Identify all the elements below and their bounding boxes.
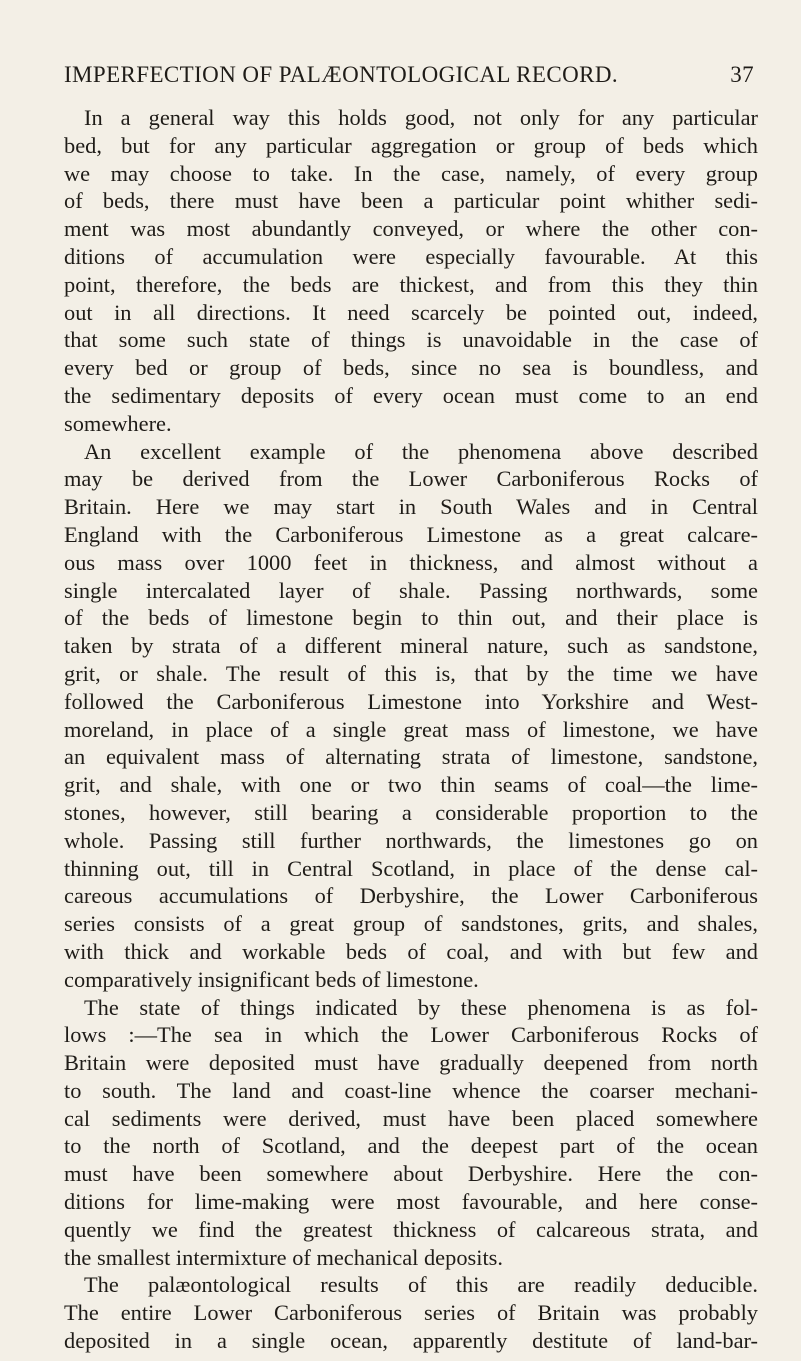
text-line: stones, however, still bearing a considerable proportion to the [64, 799, 758, 825]
text-line: The palæontological results of this are readily deducible. [84, 1272, 758, 1298]
text-line: with thick and workable beds of coal, and with but few and [64, 938, 758, 964]
text-line: of beds, there must have been a particular point whither sedi- [64, 188, 758, 214]
text-line: careous accumulations of Derbyshire, the Lower Carboniferous [64, 883, 758, 909]
text-line: Britain were deposited must have gradually deepened from north [64, 1050, 758, 1076]
text-line: an equivalent mass of alternating strata of limestone, sandstone, [64, 744, 758, 770]
text-line: ditions for lime-making were most favourable, and here conse- [64, 1189, 758, 1215]
running-title: IMPERFECTION OF PALÆONTOLOGICAL RECORD. [64, 62, 619, 87]
text-line: followed the Carboniferous Limestone into Yorkshire and West- [64, 688, 758, 714]
text-line: thinning out, till in Central Scotland, in place of the dense cal- [64, 855, 758, 881]
text-line: the smallest intermixture of mechanical deposits. [64, 1244, 503, 1270]
text-line: grit, and shale, with one or two thin seams of coal—the lime- [64, 772, 758, 798]
text-line: ous mass over 1000 feet in thickness, and almost without a [64, 549, 758, 575]
text-line: The state of things indicated by these phenomena is as fol- [84, 994, 758, 1020]
text-line: cal sediments were derived, must have been placed somewhere [64, 1105, 758, 1131]
running-header [64, 62, 754, 88]
text-line: the sedimentary deposits of every ocean must come to an end [64, 382, 758, 408]
text-line: point, therefore, the beds are thickest, and from this they thin [64, 271, 758, 297]
text-line: may be derived from the Lower Carboniferous Rocks of [64, 466, 758, 492]
text-line: bed, but for any particular aggregation or group of beds which [64, 132, 758, 158]
text-line: Britain. Here we may start in South Wales and in Central [64, 494, 758, 520]
text-line: that some such state of things is unavoidable in the case of [64, 327, 758, 353]
text-line: to the north of Scotland, and the deepest part of the ocean [64, 1133, 758, 1159]
text-line: single intercalated layer of shale. Passing northwards, some [64, 577, 758, 603]
text-line: ment was most abundantly conveyed, or where the other con- [64, 216, 758, 242]
text-line: ditions of accumulation were especially favourable. At this [64, 243, 758, 269]
text-line: to south. The land and coast-line whence the coarser mechani- [64, 1077, 758, 1103]
text-line: lows :—The sea in which the Lower Carboniferous Rocks of [64, 1022, 758, 1048]
body-text [64, 104, 758, 1355]
text-line: quently we find the greatest thickness of calcareous strata, and [64, 1216, 758, 1242]
text-line: out in all directions. It need scarcely be pointed out, indeed, [64, 299, 758, 325]
text-line: In a general way this holds good, not only for any particular [84, 105, 758, 130]
text-line: taken by strata of a different mineral nature, such as sandstone, [64, 633, 758, 659]
text-line: comparatively insignificant beds of limestone. [64, 966, 479, 992]
text-line: An excellent example of the phenomena above described [84, 438, 758, 464]
text-line: somewhere. [64, 410, 172, 436]
text-line: whole. Passing still further northwards, the limestones go on [64, 827, 758, 853]
text-line: moreland, in place of a single great mass of limestone, we have [64, 716, 758, 742]
text-line: must have been somewhere about Derbyshire. Here the con- [64, 1161, 758, 1187]
text-line: The entire Lower Carboniferous series of Britain was probably [64, 1300, 758, 1326]
text-line: grit, or shale. The result of this is, that by the time we have [64, 660, 758, 686]
text-line: England with the Carboniferous Limestone as a great calcare- [64, 521, 758, 547]
text-line: every bed or group of beds, since no sea is boundless, and [64, 355, 758, 381]
text-line: we may choose to take. In the case, namely, of every group [64, 160, 758, 186]
text-line: deposited in a single ocean, apparently destitute of land-bar- [64, 1328, 758, 1354]
text-line: of the beds of limestone begin to thin out, and their place is [64, 605, 758, 631]
text-line: series consists of a great group of sandstones, grits, and shales, [64, 911, 758, 937]
page-number: 37 [730, 62, 754, 87]
